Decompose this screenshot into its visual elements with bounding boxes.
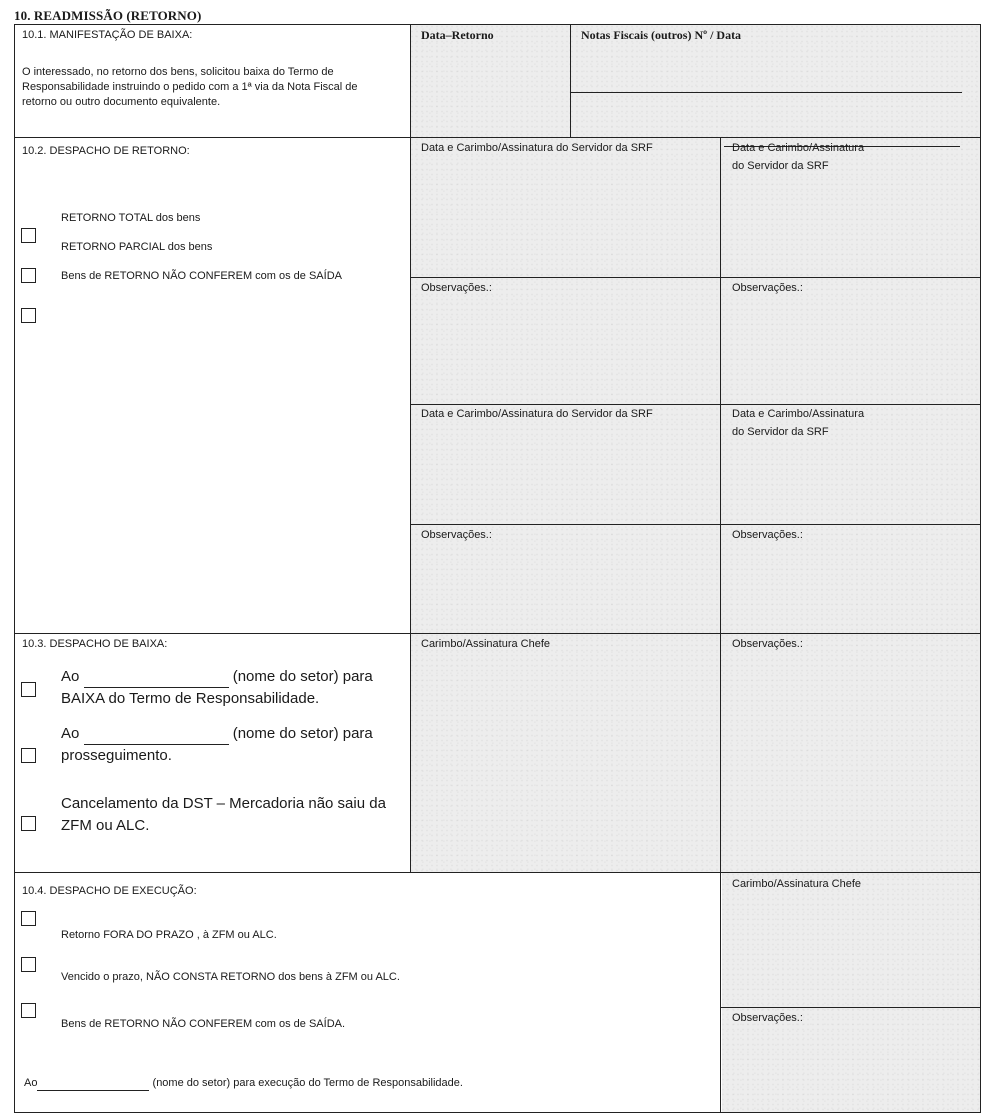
label-carimbo-chefe-1: Carimbo/Assinatura Chefe — [421, 638, 551, 650]
blank-nome-setor-3[interactable] — [37, 1076, 149, 1091]
form-section-title: 10. READMISSÃO (RETORNO) — [14, 8, 202, 23]
footer-execucao — [24, 1076, 463, 1091]
divider-r1 — [410, 277, 981, 278]
label-carimbo-srf-2-line2: do Servidor da SRF — [732, 160, 829, 172]
option-prosseguimento-line2: prosseguimento. — [61, 747, 172, 764]
border-left — [14, 24, 15, 1113]
divider-10-3 — [14, 633, 981, 634]
divider-right-column — [720, 137, 721, 1113]
divider-10-2 — [14, 137, 981, 138]
shade-10-3-right — [411, 634, 981, 872]
option-cancelamento-line2: ZFM ou ALC. — [61, 817, 150, 834]
label-data-retorno: Data–Retorno — [421, 28, 494, 42]
checkbox-retorno-total[interactable] — [21, 228, 36, 243]
option-nao-consta-retorno: Vencido o prazo, NÃO CONSTA RETORNO dos bens à ZFM ou ALC. — [61, 971, 400, 983]
heading-10-3: 10.3. DESPACHO DE BAIXA: — [22, 638, 168, 650]
option-nao-conferem: Bens de RETORNO NÃO CONFEREM com os de SAÍDA — [61, 270, 342, 282]
label-observacoes-6: Observações.: — [732, 1012, 803, 1024]
checkbox-nao-conferem[interactable] — [21, 308, 36, 323]
label-observacoes-1: Observações.: — [421, 282, 492, 294]
option-prosseguimento-line1 — [61, 723, 373, 745]
checkbox-baixa[interactable] — [21, 682, 36, 697]
shade-10-4-right — [722, 873, 981, 1113]
option-baixa-line2: BAIXA do Termo de Responsabilidade. — [61, 690, 320, 707]
shade-10-2-right — [411, 138, 981, 633]
heading-10-4: 10.4. DESPACHO DE EXECUÇÃO: — [22, 885, 197, 897]
heading-10-2: 10.2. DESPACHO DE RETORNO: — [22, 145, 190, 157]
divider-r4 — [720, 1007, 981, 1008]
checkbox-nao-consta-retorno[interactable] — [21, 957, 36, 972]
checkbox-prosseguimento[interactable] — [21, 748, 36, 763]
label-observacoes-5: Observações.: — [732, 638, 803, 650]
footer-execucao-rest: (nome do setor) para execução do Termo de Responsabilidade. — [152, 1077, 463, 1089]
option-prosseguimento-rest: (nome do setor) para — [232, 725, 373, 742]
option-prosseguimento-ao: Ao — [61, 725, 80, 742]
border-bottom — [14, 1112, 981, 1113]
option-cancelamento-line1: Cancelamento da DST – Mercadoria não saiu da — [61, 795, 386, 812]
label-carimbo-srf-4-line1: Data e Carimbo/Assinatura — [732, 408, 865, 420]
border-top — [14, 24, 981, 25]
divider-notas-column — [570, 24, 571, 137]
label-carimbo-srf-2-line1: Data e Carimbo/Assinatura — [732, 142, 865, 154]
label-observacoes-4: Observações.: — [732, 529, 803, 541]
label-notas-fiscais: Notas Fiscais (outros) Nº / Data — [581, 28, 742, 42]
heading-10-1: 10.1. MANIFESTAÇÃO DE BAIXA: — [22, 29, 193, 41]
option-retorno-parcial: RETORNO PARCIAL dos bens — [61, 241, 213, 253]
divider-10-4 — [14, 872, 981, 873]
label-observacoes-3: Observações.: — [421, 529, 492, 541]
label-carimbo-srf-1: Data e Carimbo/Assinatura do Servidor da SRF — [421, 142, 653, 154]
blank-nome-setor-1[interactable] — [84, 666, 229, 688]
checkbox-cancelamento[interactable] — [21, 816, 36, 831]
label-carimbo-srf-3: Data e Carimbo/Assinatura do Servidor da SRF — [421, 408, 653, 420]
option-baixa-ao: Ao — [61, 668, 80, 685]
footer-execucao-ao: Ao — [24, 1077, 38, 1089]
option-baixa-line1 — [61, 666, 373, 688]
divider-notas-line — [570, 92, 962, 93]
checkbox-fora-do-prazo[interactable] — [21, 911, 36, 926]
checkbox-retorno-parcial[interactable] — [21, 268, 36, 283]
text-10-1-line3: retorno ou outro documento equivalente. — [22, 96, 221, 108]
checkbox-nao-conferem-saida[interactable] — [21, 1003, 36, 1018]
label-observacoes-2: Observações.: — [732, 282, 803, 294]
option-nao-conferem-saida: Bens de RETORNO NÃO CONFEREM com os de SAÍDA. — [61, 1018, 346, 1030]
label-carimbo-srf-4-line2: do Servidor da SRF — [732, 426, 829, 438]
divider-left-column — [410, 24, 411, 873]
option-retorno-total: RETORNO TOTAL dos bens — [61, 212, 201, 224]
label-carimbo-chefe-2: Carimbo/Assinatura Chefe — [732, 878, 862, 890]
option-fora-do-prazo: Retorno FORA DO PRAZO , à ZFM ou ALC. — [61, 929, 277, 941]
option-baixa-rest: (nome do setor) para — [232, 668, 373, 685]
text-10-1-line2: Responsabilidade instruindo o pedido com a 1ª via da Nota Fiscal de — [22, 81, 358, 93]
text-10-1-line1: O interessado, no retorno dos bens, solicitou baixa do Termo de — [22, 66, 334, 78]
border-right — [980, 24, 981, 1113]
divider-r3 — [410, 524, 981, 525]
divider-r2 — [410, 404, 981, 405]
blank-nome-setor-2[interactable] — [84, 723, 229, 745]
